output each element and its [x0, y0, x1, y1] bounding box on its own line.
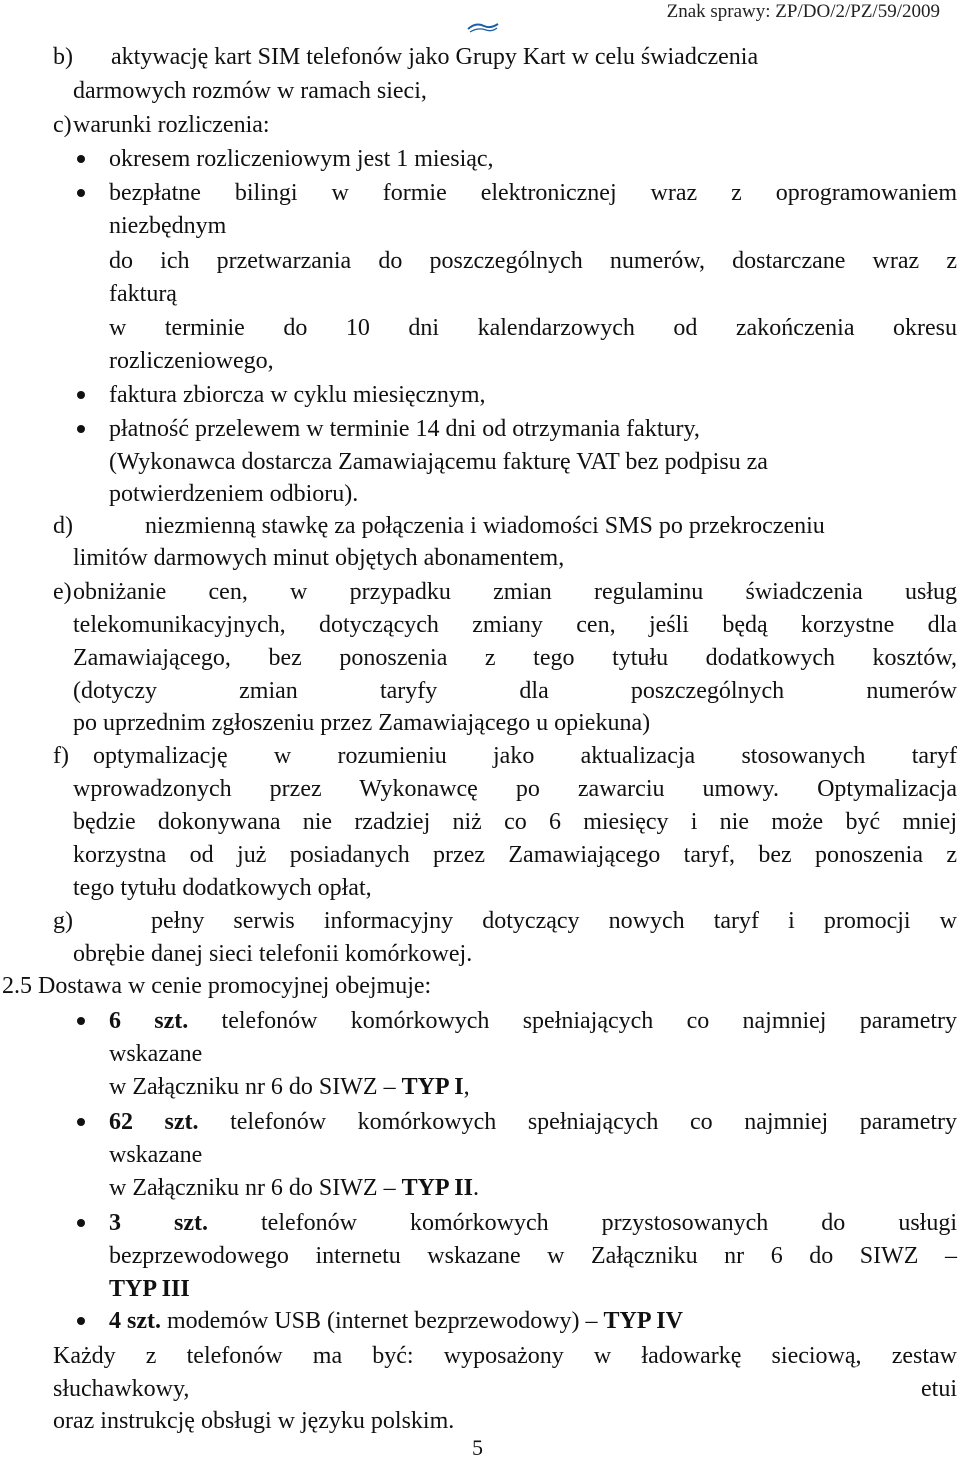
- bullet-icon: [77, 391, 85, 399]
- text-line: wskazane: [109, 1041, 203, 1067]
- text-line: niezbędnym: [109, 213, 227, 239]
- text-span: .: [472, 1175, 479, 1201]
- bullet-icon: [77, 1017, 85, 1025]
- text-line: Zamawiającego, bez ponoszenia z tego tytułu dodatkowych kosztów,: [73, 645, 957, 671]
- text-line: etui: [921, 1376, 957, 1402]
- text-line: [109, 1274, 190, 1304]
- bullet-icon: [77, 155, 85, 163]
- text-line: [109, 1006, 957, 1036]
- text-span: telefonów komórkowych spełniających co najmniej parametry: [221, 1008, 958, 1034]
- text-line: [109, 1208, 957, 1238]
- text-line: wskazane: [109, 1142, 203, 1168]
- list-marker-g: g): [53, 908, 73, 934]
- text-line: Każdy z telefonów ma być: wyposażony w ładowarkę sieciową, zestaw: [53, 1343, 957, 1369]
- text-line: darmowych rozmów w ramach sieci,: [73, 78, 427, 104]
- quantity: 3 szt.: [109, 1210, 208, 1236]
- text-line: oraz instrukcję obsługi w języku polskim.: [53, 1408, 455, 1434]
- text-line: telekomunikacyjnych, dotyczących zmiany cen, jeśli będą korzystne dla: [73, 612, 957, 638]
- text-line: [109, 1072, 470, 1102]
- text-line: warunki rozliczenia:: [73, 112, 270, 138]
- text-line: (Wykonawca dostarcza Zamawiającemu fakturę VAT bez podpisu za: [109, 449, 768, 475]
- text-line: obrębie danej sieci telefonii komórkowej.: [73, 941, 473, 967]
- logo-icon: [466, 20, 500, 34]
- text-line: rozliczeniowego,: [109, 348, 274, 374]
- type-label: TYP II: [401, 1175, 473, 1201]
- bullet-icon: [77, 425, 85, 433]
- text-span: telefonów komórkowych przystosowanych do usługi: [261, 1210, 957, 1236]
- case-reference: Znak sprawy: ZP/DO/2/PZ/59/2009: [666, 1, 940, 22]
- text-line: po uprzednim zgłoszeniu przez Zamawiającego u opiekuna): [73, 710, 651, 736]
- text-line: będzie dokonywana nie rzadziej niż co 6 miesięcy i nie może być mniej: [73, 809, 957, 835]
- text-line: [109, 1173, 479, 1203]
- text-line: limitów darmowych minut objętych abonamentem,: [73, 545, 565, 571]
- text-line: do ich przetwarzania do poszczególnych numerów, dostarczane wraz z: [109, 248, 957, 274]
- type-label: TYP IV: [603, 1308, 683, 1334]
- list-marker-f: f): [53, 743, 69, 769]
- text-line: w terminie do 10 dni kalendarzowych od zakończenia okresu: [109, 315, 957, 341]
- text-line: [109, 1107, 957, 1137]
- text-line: potwierdzeniem odbioru).: [109, 481, 359, 507]
- list-marker-c: c): [53, 112, 72, 138]
- bullet-icon: [77, 1118, 85, 1126]
- text-line: wprowadzonych przez Wykonawcę po zawarciu umowy. Optymalizacja: [73, 776, 957, 802]
- text-line: tego tytułu dodatkowych opłat,: [73, 875, 372, 901]
- list-marker-d: d): [53, 513, 73, 539]
- list-marker-b: b): [53, 44, 73, 70]
- text-line: bezpłatne bilingi w formie elektronicznej wraz z oprogramowaniem: [109, 180, 957, 206]
- bullet-icon: [77, 1317, 85, 1325]
- quantity: 62 szt.: [109, 1109, 199, 1135]
- text-span: w Załączniku nr 6 do SIWZ –: [109, 1074, 396, 1100]
- text-span: w Załączniku nr 6 do SIWZ –: [109, 1175, 396, 1201]
- list-marker-e: e): [53, 579, 72, 605]
- text-line: okresem rozliczeniowym jest 1 miesiąc,: [109, 146, 494, 172]
- text-line: bezprzewodowego internetu wskazane w Załączniku nr 6 do SIWZ –: [109, 1243, 957, 1269]
- page-number: 5: [472, 1435, 483, 1460]
- text-span: modemów USB (internet bezprzewodowy) –: [166, 1308, 598, 1334]
- type-label: TYP I: [401, 1074, 464, 1100]
- text-line: niezmienną stawkę za połączenia i wiadomości SMS po przekroczeniu: [145, 513, 825, 539]
- bullet-icon: [77, 1219, 85, 1227]
- text-line: obniżanie cen, w przypadku zmian regulaminu świadczenia usług: [73, 579, 957, 605]
- section-heading: Dostawa w cenie promocyjnej obejmuje:: [38, 973, 432, 999]
- text-line: (dotyczy zmian taryfy dla poszczególnych numerów: [73, 678, 957, 704]
- text-line: faktura zbiorcza w cyklu miesięcznym,: [109, 382, 486, 408]
- quantity: 4 szt.: [109, 1308, 161, 1334]
- text-line: słuchawkowy,: [53, 1376, 190, 1402]
- bullet-icon: [77, 189, 85, 197]
- text-line: aktywację kart SIM telefonów jako Grupy Kart w celu świadczenia: [111, 44, 759, 70]
- text-span: ,: [463, 1074, 470, 1100]
- text-line: [109, 1306, 683, 1336]
- type-label: TYP III: [109, 1276, 190, 1302]
- text-span: telefonów komórkowych spełniających co najmniej parametry: [230, 1109, 958, 1135]
- text-line: pełny serwis informacyjny dotyczący nowych taryf i promocji w: [151, 908, 957, 934]
- text-line: korzystna od już posiadanych przez Zamawiającego taryf, bez ponoszenia z: [73, 842, 957, 868]
- quantity: 6 szt.: [109, 1008, 189, 1034]
- text-line: fakturą: [109, 281, 177, 307]
- text-line: optymalizację w rozumieniu jako aktualizacja stosowanych taryf: [93, 743, 957, 769]
- section-number: 2.5: [2, 973, 32, 999]
- text-line: płatność przelewem w terminie 14 dni od otrzymania faktury,: [109, 416, 700, 442]
